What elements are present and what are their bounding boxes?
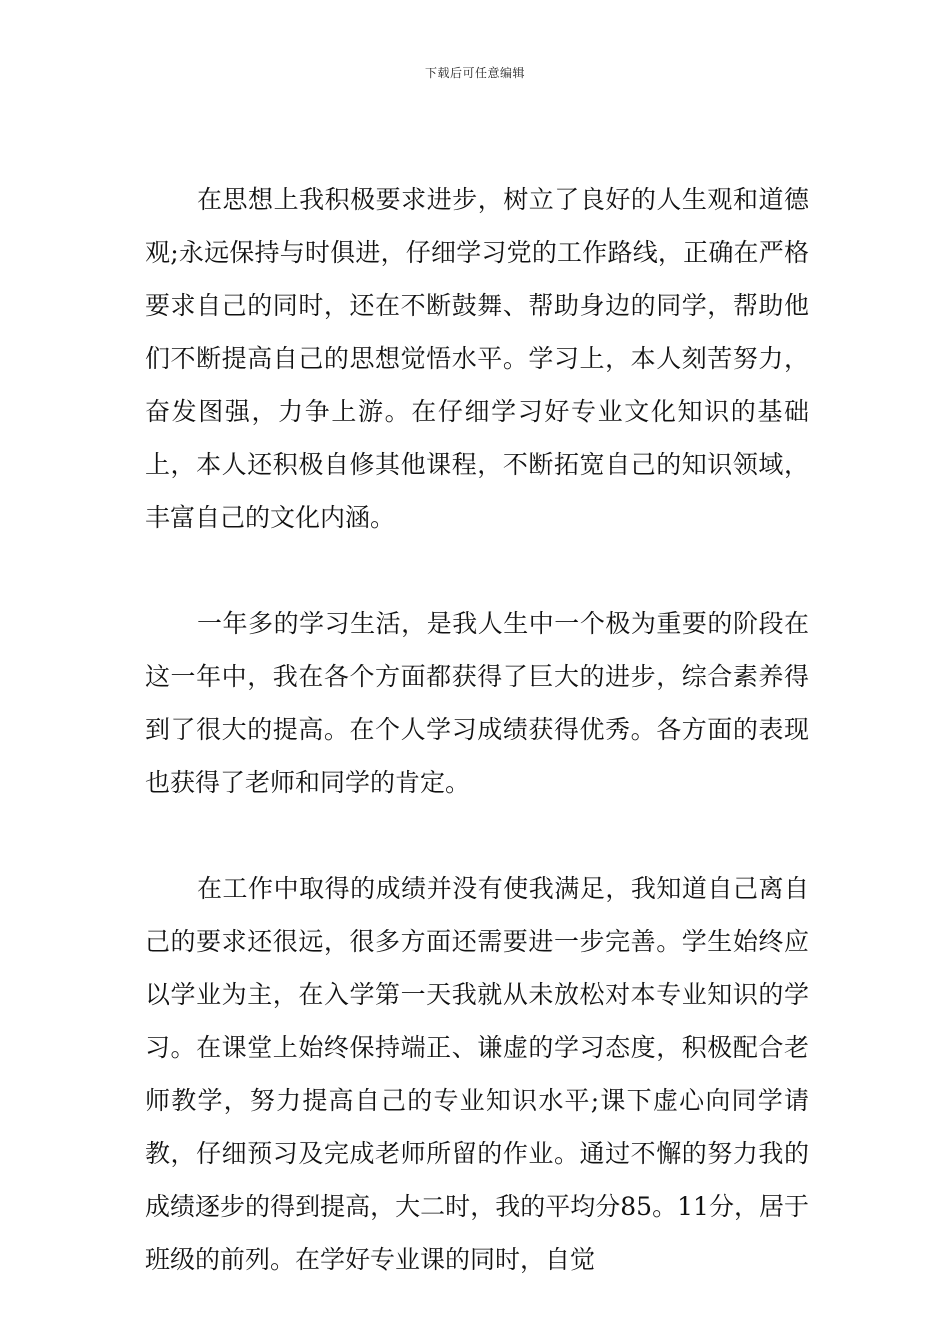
page-header: 下载后可任意编辑 xyxy=(424,66,525,80)
document-body xyxy=(145,173,809,1286)
paragraph-2: 一年多的学习生活，是我人生中一个极为重要的阶段在这一年中，我在各个方面都获得了巨大的进步，综合素养得到了很大的提高。在个人学习成绩获得优秀。各方面的表现也获得了老师和同学的肯定。 xyxy=(145,609,809,797)
paragraph-3: 在工作中取得的成绩并没有使我满足，我知道自己离自己的要求还很远，很多方面还需要进一步完善。学生始终应以学业为主，在入学第一天我就从未放松对本专业知识的学习。在课堂上始终保持端正、谦虚的学习态度，积极配合老师教学，努力提高自己的专业知识水平;课下虚心向同学请教，仔细预习及完成老师所留的作业。通过不懈的努力我的成绩逐步的得到提高，大二时，我的平均分85。11分，居于班级的前列。在学好专业课的同时，自觉 xyxy=(145,874,809,1274)
paragraph-1: 在思想上我积极要求进步，树立了良好的人生观和道德观;永远保持与时俱进，仔细学习党的工作路线，正确在严格要求自己的同时，还在不断鼓舞、帮助身边的同学，帮助他们不断提高自己的思想觉悟水平。学习上，本人刻苦努力，奋发图强，力争上游。在仔细学习好专业文化知识的基础上，本人还积极自修其他课程，不断拓宽自己的知识领域，丰富自己的文化内涵。 xyxy=(145,185,809,532)
